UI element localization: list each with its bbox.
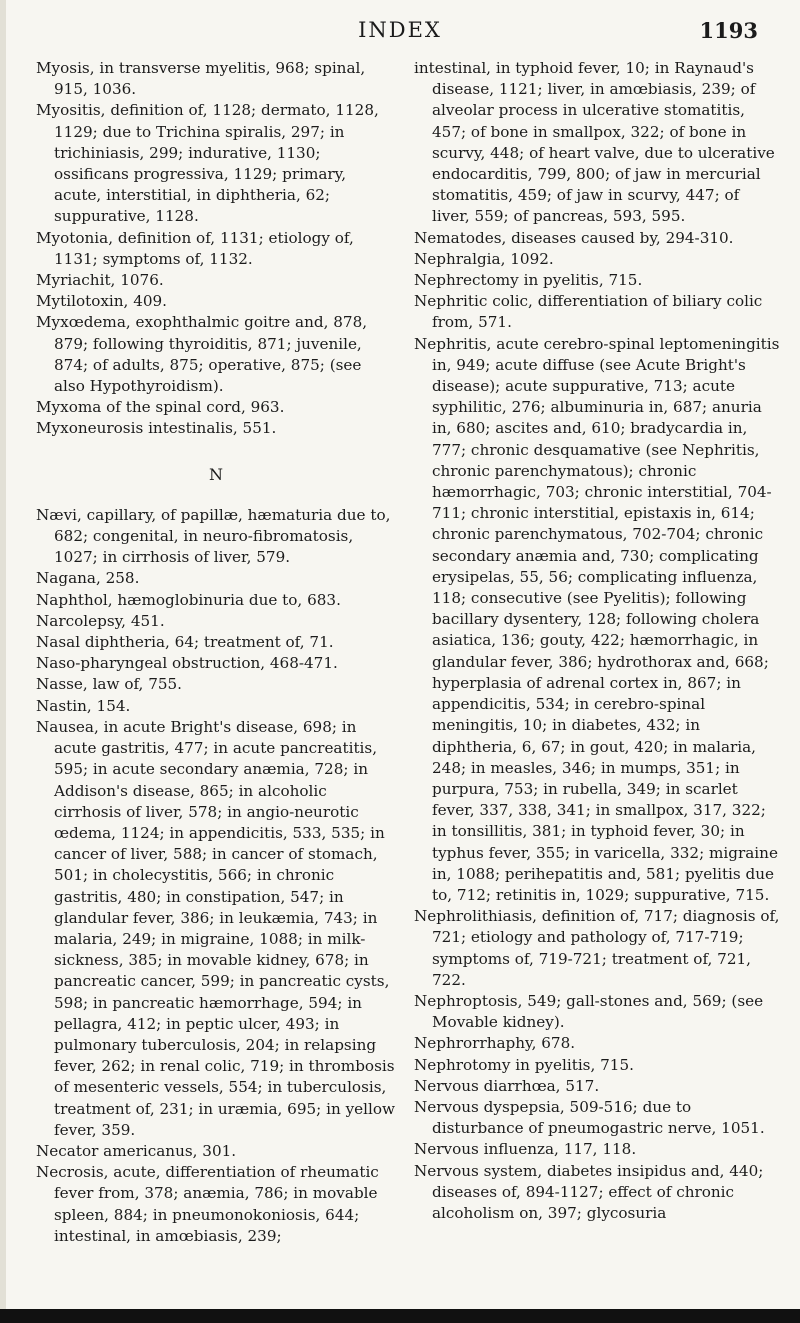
- index-entry: Myositis, definition of, 1128; dermato, 1128, 1129; due to Trichina spiralis, 297; in trichiniasis, 299; indurative, 1130; ossificans progressiva, 1129; primary, acute, interstitial, in diphtheria, 62; suppurative, 1128.: [36, 101, 379, 226]
- index-entry: Nephrolithiasis, definition of, 717; diagnosis of, 721; etiology and pathology of, 717-719; symptoms of, 719-721; treatment of, 721, 722.: [414, 907, 780, 989]
- index-entry: Myosis, in transverse myelitis, 968; spinal, 915, 1036.: [36, 59, 366, 99]
- page-number: 1193: [699, 18, 758, 43]
- index-entry: Myxoneurosis intestinalis, 551.: [36, 419, 277, 438]
- index-entry: Myxœdema, exophthalmic goitre and, 878, 879; following thyroiditis, 871; juvenile, 874; of adults, 875; operative, 875; (see also Hypothyroidism).: [36, 313, 368, 396]
- index-entry: Nausea, in acute Bright's disease, 698; in acute gastritis, 477; in acute pancreatitis, 595; in acute secondary anæmia, 728; in Addison's disease, 865; in alcoholic cirrhosis of liver, 578; in angio-neurotic œdema, 1124; in appendicitis, 533, 535; in cancer of liver, 588; in cancer of stomach, 501; in cholecystitis, 566; in chronic gastritis, 480; in constipation, 547; in glandular fever, 386; in leukæmia, 743; in malaria, 249; in migraine, 1088; in milk-sickness, 385; in movable kidney, 678; in pancreatic cancer, 599; in pancreatic cysts, 598; in pancreatic hæmorrhage, 594; in pellagra, 412; in peptic ulcer, 493; in pulmonary tuberculosis, 204; in relapsing fever, 262; in renal colic, 719; in thrombosis of mesenteric vessels, 554; in tuberculosis, treatment of, 231; in uræmia, 695; in yellow fever, 359.: [36, 717, 395, 1139]
- index-entry: Narcolepsy, 451.: [36, 611, 165, 630]
- index-entry: Nævi, capillary, of papillæ, hæmaturia due to, 682; congenital, in neuro-fibromatosis, 1027; in cirrhosis of liver, 579.: [36, 505, 391, 567]
- index-entry: Nephritis, acute cerebro-spinal leptomeningitis in, 949; acute diffuse (see Acute Bright's disease); acute suppurative, 713; acute syphilitic, 276; albuminuria in, 687; anuria in, 680; ascites and, 610; bradycardia in, 777; chronic desquamative (see Nephritis, chronic parenchymatous); chronic hæmorrhagic, 703; chronic interstitial, 704-711; chronic interstitial, epistaxis in, 614; chronic parenchymatous, 702-704; chronic secondary anæmia and, 730; complicating erysipelas, 55, 56; complicating influenza, 118; consecutive (see Pyelitis); following bacillary dysentery, 128; following cholera asiatica, 136; gouty, 422; hæmorrhagic, in glandular fever, 386; hydrothorax and, 668; hyperplasia of adrenal cortex in, 867; in appendicitis, 534; in cerebro-spinal meningitis, 10; in diabetes, 432; in diphtheria, 6, 67; in gout, 420; in malaria, 248; in measles, 346; in mumps, 351; in purpura, 753; in rubella, 349; in scarlet fever, 337, 338, 341; in smallpox, 317, 322; in tonsillitis, 381; in typhoid fever, 30; in typhus fever, 355; in varicella, 332; migraine in, 1088; perihepatitis and, 581; pyelitis due to, 712; retinitis in, 1029; suppurative, 715.: [414, 334, 780, 904]
- page-spine-shadow: [0, 0, 6, 1323]
- index-entry: Nematodes, diseases caused by, 294-310.: [414, 228, 734, 247]
- index-entry: Nervous influenza, 117, 118.: [414, 1140, 637, 1159]
- left-column: [36, 58, 396, 1247]
- index-entry: Nervous diarrhœa, 517.: [414, 1076, 600, 1095]
- index-entry: Nervous system, diabetes insipidus and, 440; diseases of, 894-1127; effect of chronic alcoholism on, 397; glycosuria: [414, 1161, 764, 1222]
- index-entry: Nervous dyspepsia, 509-516; due to disturbance of pneumogastric nerve, 1051.: [414, 1097, 765, 1138]
- index-entry: Nephrectomy in pyelitis, 715.: [414, 271, 643, 290]
- index-entry: Myotonia, definition of, 1131; etiology of, 1131; symptoms of, 1132.: [36, 228, 354, 268]
- index-entry: Nephrorrhaphy, 678.: [414, 1034, 576, 1053]
- index-entry: Naphthol, hæmoglobinuria due to, 683.: [36, 590, 341, 609]
- index-entry: Nephrotomy in pyelitis, 715.: [414, 1055, 634, 1074]
- index-entry: Myriachit, 1076.: [36, 271, 164, 290]
- index-entry: Nasal diphtheria, 64; treatment of, 71.: [36, 633, 334, 652]
- section-letter: N: [209, 464, 223, 484]
- right-column: [414, 58, 780, 1224]
- index-entry-continued: intestinal, in typhoid fever, 10; in Raynaud's disease, 1121; liver, in amœbiasis, 239; of alveolar process in ulcerative stomatitis, 457; of bone in smallpox, 322; of bone in scurvy, 448; of heart valve, due to ulcerative endocarditis, 799, 800; of jaw in mercurial stomatitis, 459; of jaw in scurvy, 447; of liver, 559; of pancreas, 593, 595.: [414, 59, 775, 226]
- index-entry: Necrosis, acute, differentiation of rheumatic fever from, 378; anæmia, 786; in movable spleen, 884; in pneumonokoniosis, 644; intestinal, in amœbiasis, 239;: [36, 1163, 379, 1245]
- running-head: INDEX: [358, 18, 442, 42]
- index-entry: Nephralgia, 1092.: [414, 249, 554, 268]
- index-entry: Nasse, law of, 755.: [36, 675, 183, 694]
- page-header: [0, 18, 800, 48]
- index-entry: Nephritic colic, differentiation of biliary colic from, 571.: [414, 292, 763, 332]
- index-entry: Nephroptosis, 549; gall-stones and, 569; (see Movable kidney).: [414, 991, 764, 1032]
- index-entry: Necator americanus, 301.: [36, 1141, 237, 1160]
- index-entry: Myxoma of the spinal cord, 963.: [36, 398, 285, 417]
- bottom-scan-edge: [0, 1309, 800, 1323]
- index-entry: Nagana, 258.: [36, 569, 140, 588]
- index-entry: Naso-pharyngeal obstruction, 468-471.: [36, 654, 338, 673]
- index-entry: Mytilotoxin, 409.: [36, 292, 168, 311]
- index-entry: Nastin, 154.: [36, 696, 131, 715]
